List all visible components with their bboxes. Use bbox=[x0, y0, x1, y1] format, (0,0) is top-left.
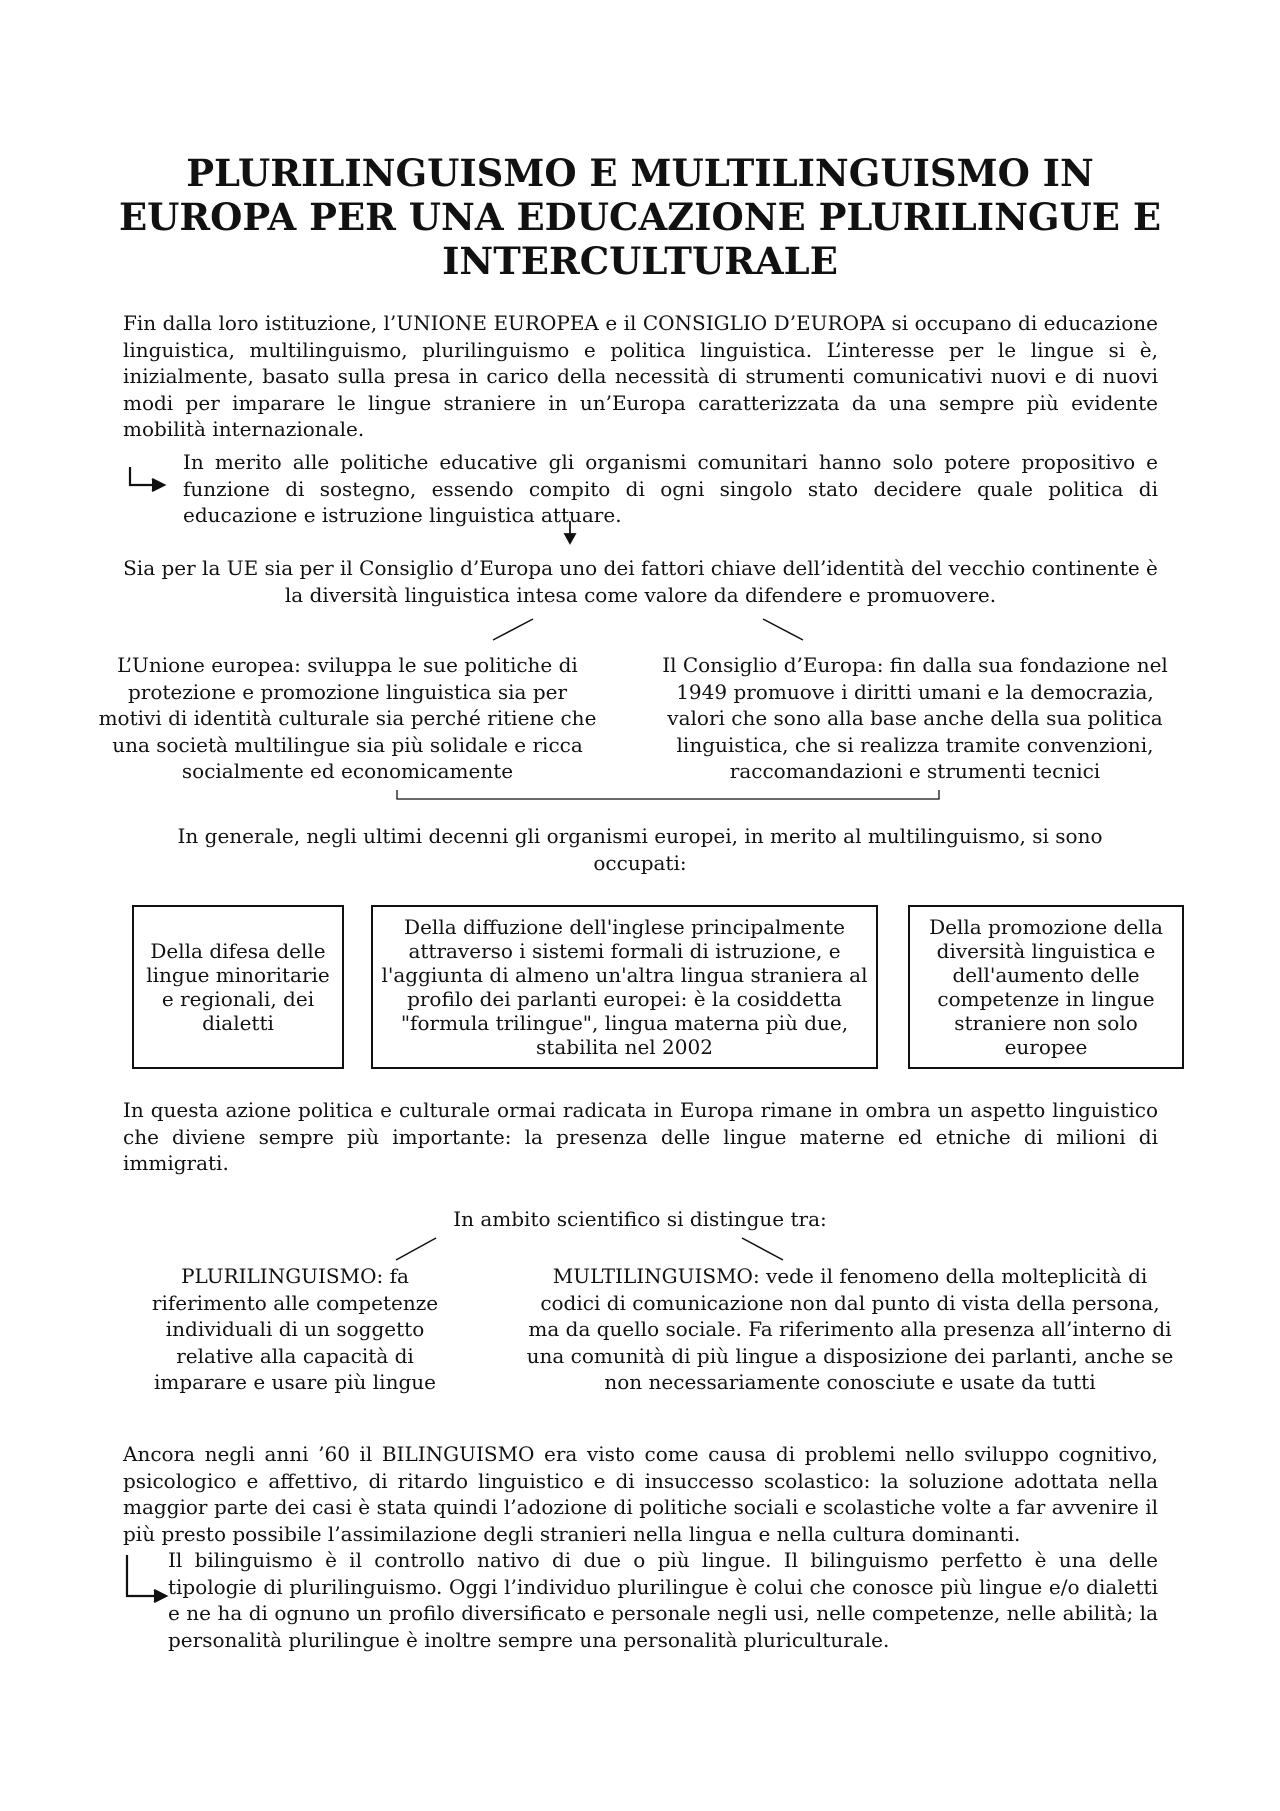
definition-multilinguismo: MULTILINGUISMO: vede il fenomeno della molteplicità di codici di comunicazione non dal punto di vista della persona, ma da quello sociale. Fa riferimento alla presenza all’interno di una comunità di più lingue a disposizione dei parlanti, anche se non necessariamente conosciute e usate da tutti bbox=[526, 1264, 1174, 1394]
box-difesa-lingue bbox=[132, 905, 344, 1069]
branch-line-left bbox=[493, 619, 533, 640]
title-line-2: EUROPA PER UNA EDUCAZIONE PLURILINGUE E bbox=[118, 195, 1162, 239]
box-difesa-lingue-text: Della difesa delle lingue minoritarie e regionali, dei dialetti bbox=[146, 939, 330, 1035]
merito-paragraph: In merito alle politiche educative gli organismi comunitari hanno solo potere propositivo e funzione di sostegno, essendo compito di ogni singolo stato decidere quale politica di educazione e istruzione linguistica attuare. bbox=[183, 450, 1158, 527]
title-line-3: INTERCULTURALE bbox=[442, 239, 838, 283]
bent-arrow-icon-2 bbox=[127, 1555, 166, 1602]
box-diffusione-inglese bbox=[371, 905, 878, 1069]
title-line-1: PLURILINGUISMO E MULTILINGUISMO IN bbox=[186, 151, 1094, 195]
ambito-statement: In ambito scientifico si distingue tra: bbox=[453, 1207, 827, 1231]
distinction-line-left bbox=[396, 1238, 436, 1260]
page-title bbox=[90, 152, 1190, 284]
distinction-line-right bbox=[742, 1238, 783, 1260]
box-promozione-diversita-text: Della promozione della diversità linguistica e dell'aumento delle competenze in lingue straniere non solo europee bbox=[929, 915, 1163, 1059]
identity-statement: Sia per la UE sia per il Consiglio d’Europa uno dei fattori chiave dell’identità del vecchio continente è la diversità linguistica intesa come valore da difendere e promuovere. bbox=[123, 556, 1158, 607]
bilinguismo-paragraph: Il bilinguismo è il controllo nativo di due o più lingue. Il bilinguismo perfetto è una delle tipologie di plurilinguismo. Oggi l’individuo plurilingue è colui che conosce più lingue e/o dialetti e ne ha di ognuno un profilo diversificato e personale negli usi, nelle competenze, nelle abilità; la personalità plurilingue è inoltre sempre una personalità pluriculturale. bbox=[168, 1548, 1158, 1652]
ancora-paragraph: Ancora negli anni ’60 il BILINGUISMO era visto come causa di problemi nello sviluppo cognitivo, psicologico e affettivo, di ritardo linguistico e di insuccesso scolastico: la soluzione adottata nella maggior parte dei casi è stata quindi l’adozione di politiche sociali e scolastiche volte a far avvenire il più presto possibile l’assimilazione degli stranieri nella lingua e nella cultura dominanti. bbox=[123, 1442, 1158, 1546]
intro-paragraph: Fin dalla loro istituzione, l’UNIONE EUROPEA e il CONSIGLIO D’EUROPA si occupano di educazione linguistica, multilinguismo, plurilinguismo e politica linguistica. L’interesse per le lingue si è, inizialmente, basato sulla presa in carico della necessità di strumenti comunicativi nuovi e di nuovi modi per imparare le lingue straniere in un’Europa caratterizzata da una sempre più evidente mobilità internazionale. bbox=[123, 311, 1158, 441]
joining-bracket bbox=[397, 790, 939, 799]
branch-unione-europea: L’Unione europea: sviluppa le sue politiche di protezione e promozione linguistica sia per motivi di identità culturale sia perché ritiene che una società multilingue sia più solidale e ricca socialmente ed economicamente bbox=[98, 653, 597, 783]
generale-statement: In generale, negli ultimi decenni gli organismi europei, in merito al multilinguismo, si sono occupati: bbox=[177, 824, 1103, 875]
bent-arrow-icon-1 bbox=[130, 467, 164, 491]
definition-plurilinguismo: PLURILINGUISMO: fa riferimento alle competenze individuali di un soggetto relative alla capacità di imparare e usare più lingue bbox=[151, 1264, 439, 1394]
branch-line-right bbox=[763, 619, 803, 640]
azione-paragraph: In questa azione politica e culturale ormai radicata in Europa rimane in ombra un aspetto linguistico che diviene sempre più importante: la presenza delle lingue materne ed etniche di milioni di immigrati. bbox=[123, 1098, 1158, 1175]
branch-consiglio-europa: Il Consiglio d’Europa: fin dalla sua fondazione nel 1949 promuove i diritti umani e la democrazia, valori che sono alla base anche della sua politica linguistica, che si realizza tramite convenzioni, raccomandazioni e strumenti tecnici bbox=[662, 653, 1168, 783]
box-promozione-diversita bbox=[908, 905, 1184, 1069]
box-diffusione-inglese-text: Della diffuzione dell'inglese principalmente attraverso i sistemi formali di istruzione, e l'aggiunta di almeno un'altra lingua straniera al profilo dei parlanti europei: è la cosiddetta "formula trilingue", lingua materna più due, stabilita nel 2002 bbox=[381, 915, 868, 1059]
